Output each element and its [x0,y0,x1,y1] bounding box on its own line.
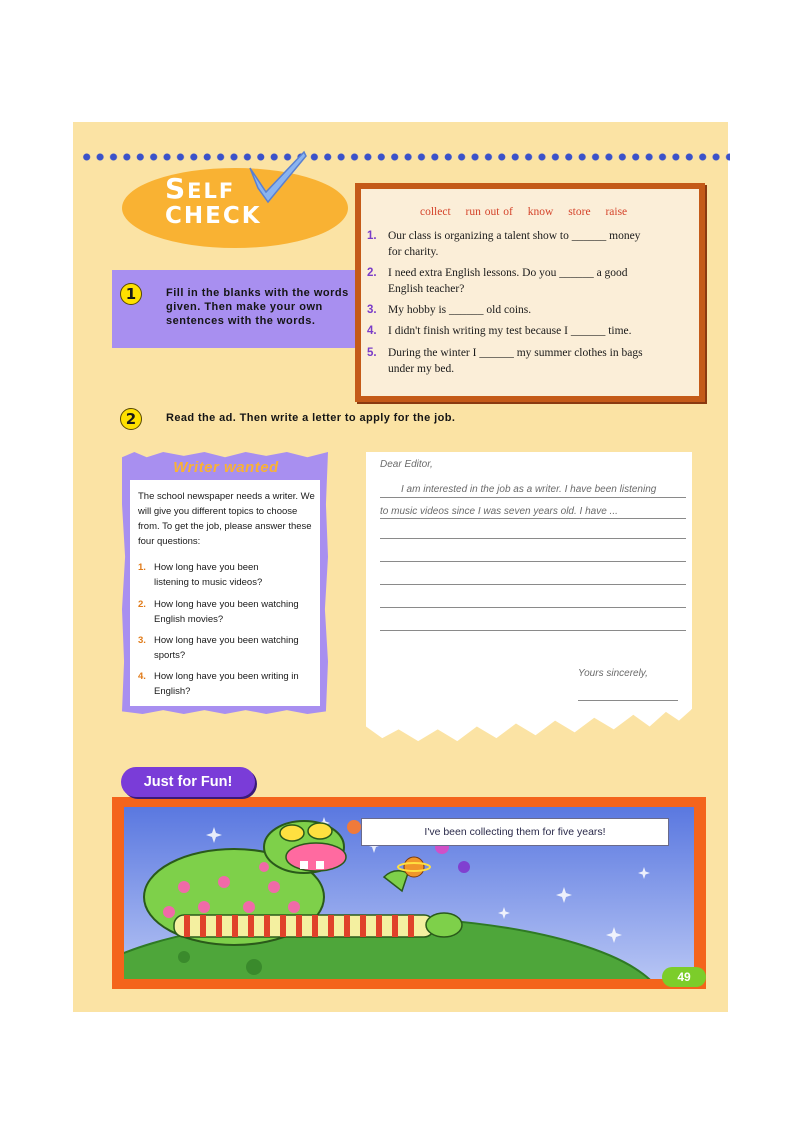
checkmark-icon [244,146,310,206]
exercise-2-instruction: Read the ad. Then write a letter to apply for the job. [166,412,456,424]
question-text-cont: sports? [154,650,186,661]
letter-rule [380,584,686,585]
letter-rule [380,518,686,519]
just-for-fun-label: Just for Fun! [121,767,255,797]
question-text: How long have you been watching [154,599,299,610]
self-check-initial: S [165,172,188,205]
letter-rule [380,630,686,631]
sentence-text: I need extra English lessons. Do you ______ a good [388,267,628,279]
letter-closing: Yours sincerely, [578,668,648,679]
ad-body: The school newspaper needs a writer. We will give you different topics to choose from. To get the job, please answer these four questions: [138,491,315,547]
question-text: How long have you been writing in [154,671,299,682]
word-list [420,206,638,218]
letter-rule [380,561,686,562]
question-text: How long have you been watching [154,635,299,646]
question-number: 4. [138,671,146,682]
letter-rule [380,497,686,498]
question-text-cont: English? [154,686,191,697]
ad-question-2 [138,597,316,627]
word-item: collect [420,206,451,218]
question-text: How long have you been [154,562,259,573]
page-number: 49 [662,967,706,987]
word-item: run out of [465,206,513,218]
question-text-cont: listening to music videos? [154,577,263,588]
sentence-text: My hobby is ______ old coins. [388,304,532,316]
word-item: store [568,206,591,218]
ad-question-4 [138,669,316,699]
sentence-text: Our class is organizing a talent show to ______ money [388,230,641,242]
letter-line-1: I am interested in the job as a writer. I have been listening [401,484,657,495]
letter-rule [380,607,686,608]
sentence-4 [367,323,685,339]
sentence-text-cont: for charity. [388,246,439,258]
sentence-number: 3. [367,304,377,316]
word-item: know [527,206,554,218]
sentence-3 [367,302,685,318]
word-item: raise [605,206,628,218]
sentence-5 [367,345,685,377]
dotted-divider [80,152,730,162]
sentence-text-cont: under my bed. [388,363,455,375]
self-check-rest: ELF [187,179,236,203]
sentence-number: 2. [367,267,377,279]
question-number: 1. [138,562,146,573]
letter-rule [380,538,686,539]
sentence-text: During the winter I ______ my summer clothes in bags [388,347,643,359]
ad-question-3 [138,633,316,663]
exercise-number-badge: 2 [120,408,142,430]
ad-title: Writer wanted [173,459,279,476]
sentence-number: 5. [367,347,377,359]
sentence-text: I didn't finish writing my test because I ______ time. [388,325,632,337]
sentence-1 [367,228,685,260]
question-text-cont: English movies? [154,614,224,625]
question-number: 3. [138,635,146,646]
letter-line-2: to music videos since I was seven years old. I have ... [380,506,618,517]
self-check-line2: CHECK [165,203,262,229]
ad-question-1 [138,560,316,590]
letter-greeting: Dear Editor, [380,459,433,470]
sentence-number: 4. [367,325,377,337]
signature-line [578,700,678,701]
question-number: 2. [138,599,146,610]
speech-bubble: I've been collecting them for five years! [361,818,669,846]
sentence-number: 1. [367,230,377,242]
sentence-2 [367,265,685,297]
exercise-number-badge: 1 [120,283,142,305]
sentence-text-cont: English teacher? [388,283,465,295]
exercise-1-instruction: Fill in the blanks with the words given. Then make your own sentences with the words. [166,287,349,327]
